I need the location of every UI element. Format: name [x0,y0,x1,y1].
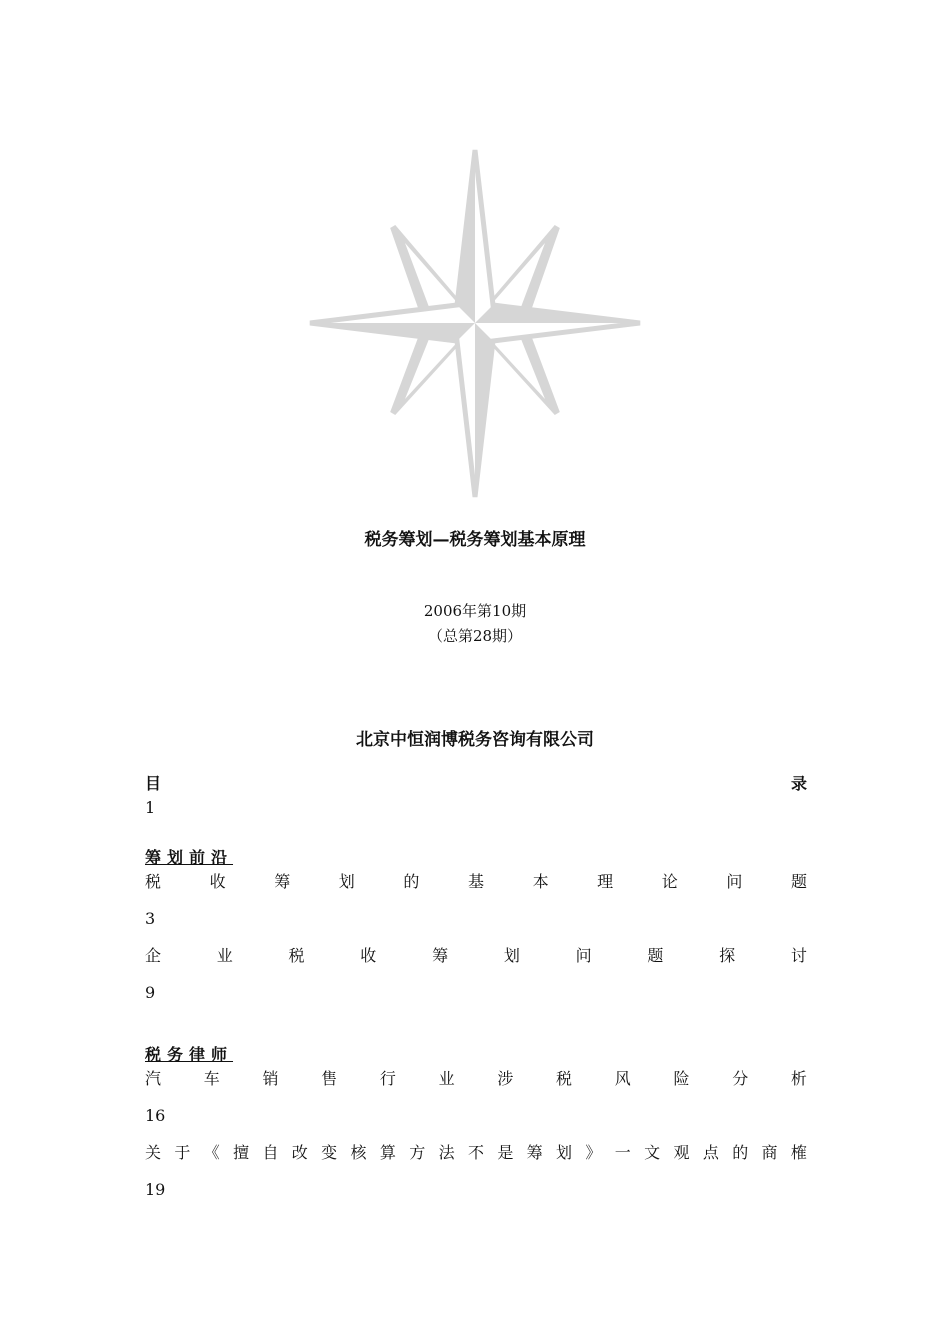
toc-item-page: 9 [145,983,156,1002]
compass-star-icon [305,145,645,500]
toc-section-title: 筹划前沿 [145,848,234,867]
company-name: 北京中恒润博税务咨询有限公司 [356,730,594,750]
toc-section-title: 税务律师 [145,1045,234,1064]
issue-number: 2006年第10期 [423,602,527,620]
toc-item-page: 16 [145,1106,166,1125]
toc-item-page: 3 [145,909,156,928]
toc-item-title[interactable]: 汽 车 销 售 行 业 涉 税 风 险 分 析 [145,1069,807,1088]
issue-total: （总第28期） [427,627,523,645]
toc-heading-left: 目 [145,774,162,793]
toc-heading-page: 1 [145,798,156,817]
toc-heading [145,772,807,796]
table-of-contents [145,772,807,1202]
toc-heading-right: 录 [790,774,807,793]
toc-item-title[interactable]: 企 业 税 收 筹 划 问 题 探 讨 [145,946,807,965]
toc-item-title[interactable]: 关 于 《 擅 自 改 变 核 算 方 法 不 是 筹 划 》 一 文 观 点 的 商 榷 [145,1143,807,1162]
toc-item-title[interactable]: 税 收 筹 划 的 基 本 理 论 问 题 [145,872,807,891]
document-title: 税务筹划—税务筹划基本原理 [364,530,586,550]
toc-item-page: 19 [145,1180,166,1199]
